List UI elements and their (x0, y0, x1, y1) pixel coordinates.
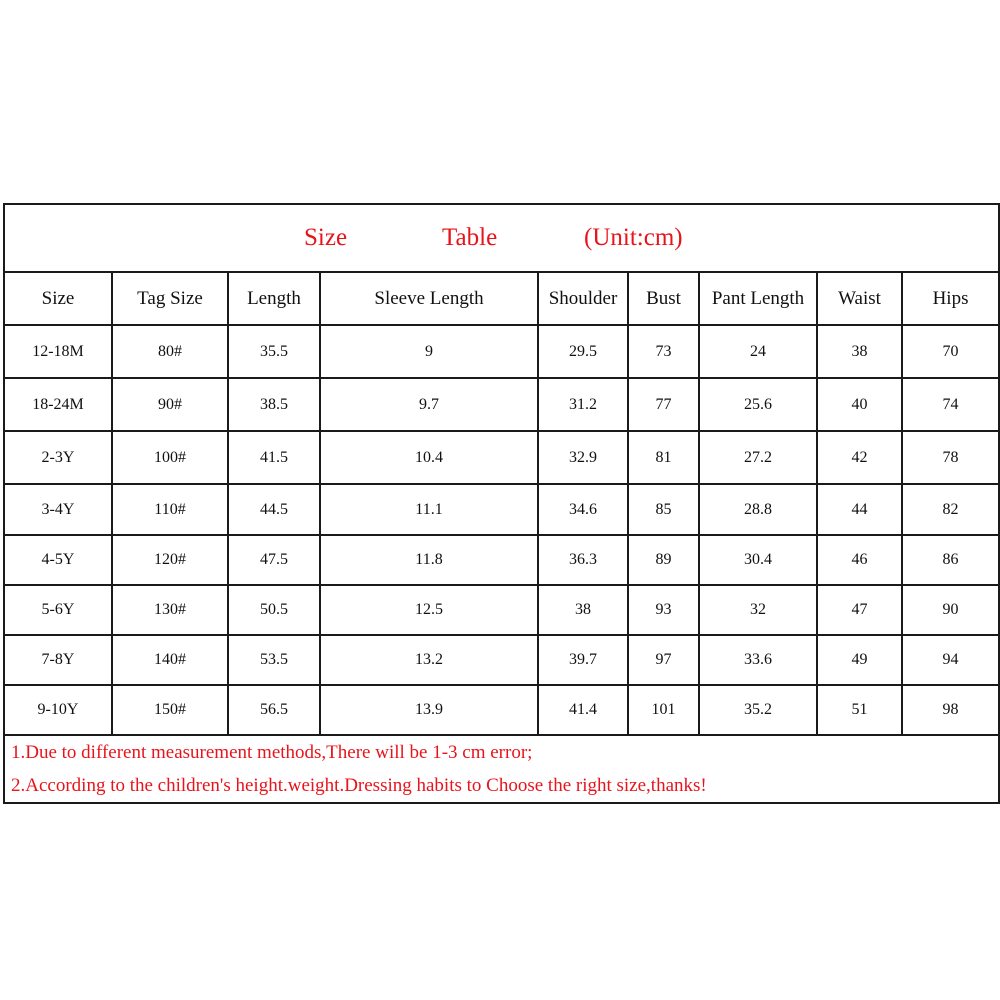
size-table (3, 203, 1000, 804)
table-cell: 24 (699, 325, 817, 378)
column-header-length: Length (228, 272, 320, 325)
table-cell: 86 (902, 535, 999, 585)
table-cell: 98 (902, 685, 999, 735)
table-cell: 39.7 (538, 635, 628, 685)
table-row (4, 484, 999, 535)
table-cell: 56.5 (228, 685, 320, 735)
table-cell: 34.6 (538, 484, 628, 535)
table-row (4, 535, 999, 585)
table-cell: 27.2 (699, 431, 817, 484)
table-cell: 97 (628, 635, 699, 685)
table-cell: 13.2 (320, 635, 538, 685)
table-row (4, 685, 999, 735)
column-header-hips: Hips (902, 272, 999, 325)
table-cell: 3-4Y (4, 484, 112, 535)
table-cell: 49 (817, 635, 902, 685)
table-cell: 12.5 (320, 585, 538, 635)
table-cell: 42 (817, 431, 902, 484)
table-cell: 47 (817, 585, 902, 635)
table-cell: 53.5 (228, 635, 320, 685)
column-header-shoulder: Shoulder (538, 272, 628, 325)
table-cell: 110# (112, 484, 228, 535)
table-cell: 40 (817, 378, 902, 431)
table-row (4, 635, 999, 685)
table-cell: 81 (628, 431, 699, 484)
table-cell: 85 (628, 484, 699, 535)
table-cell: 30.4 (699, 535, 817, 585)
table-cell: 32 (699, 585, 817, 635)
table-cell: 38.5 (228, 378, 320, 431)
table-cell: 13.9 (320, 685, 538, 735)
table-cell: 9-10Y (4, 685, 112, 735)
table-cell: 50.5 (228, 585, 320, 635)
table-cell: 150# (112, 685, 228, 735)
table-cell: 29.5 (538, 325, 628, 378)
column-header-bust: Bust (628, 272, 699, 325)
note-measurement-error: 1.Due to different measurement methods,There will be 1-3 cm error; (11, 742, 533, 763)
title-table: Table (442, 224, 498, 251)
table-row (4, 325, 999, 378)
table-cell: 18-24M (4, 378, 112, 431)
table-cell: 77 (628, 378, 699, 431)
table-row (4, 431, 999, 484)
table-row (4, 585, 999, 635)
table-row (4, 378, 999, 431)
title-unit: (Unit:cm) (584, 224, 683, 251)
table-cell: 73 (628, 325, 699, 378)
table-cell: 28.8 (699, 484, 817, 535)
table-cell: 33.6 (699, 635, 817, 685)
table-cell: 101 (628, 685, 699, 735)
table-cell: 70 (902, 325, 999, 378)
table-cell: 100# (112, 431, 228, 484)
table-cell: 9 (320, 325, 538, 378)
table-cell: 74 (902, 378, 999, 431)
table-cell: 32.9 (538, 431, 628, 484)
table-cell: 78 (902, 431, 999, 484)
table-cell: 35.2 (699, 685, 817, 735)
column-header-tag-size: Tag Size (112, 272, 228, 325)
table-cell: 46 (817, 535, 902, 585)
table-cell: 4-5Y (4, 535, 112, 585)
table-cell: 80# (112, 325, 228, 378)
notes-cell (4, 735, 999, 803)
table-cell: 90# (112, 378, 228, 431)
header-row (4, 272, 999, 325)
title-row (4, 204, 999, 272)
table-cell: 44 (817, 484, 902, 535)
table-cell: 36.3 (538, 535, 628, 585)
table-cell: 94 (902, 635, 999, 685)
table-cell: 93 (628, 585, 699, 635)
notes-row (4, 735, 999, 803)
title-cell (4, 204, 999, 272)
column-header-size: Size (4, 272, 112, 325)
table-cell: 82 (902, 484, 999, 535)
table-cell: 35.5 (228, 325, 320, 378)
table-cell: 11.8 (320, 535, 538, 585)
table-cell: 89 (628, 535, 699, 585)
table-cell: 120# (112, 535, 228, 585)
table-cell: 41.4 (538, 685, 628, 735)
table-cell: 41.5 (228, 431, 320, 484)
table-cell: 2-3Y (4, 431, 112, 484)
column-header-waist: Waist (817, 272, 902, 325)
table-cell: 47.5 (228, 535, 320, 585)
column-header-sleeve-length: Sleeve Length (320, 272, 538, 325)
table-cell: 7-8Y (4, 635, 112, 685)
table-cell: 38 (538, 585, 628, 635)
table-cell: 130# (112, 585, 228, 635)
table-cell: 12-18M (4, 325, 112, 378)
table-cell: 51 (817, 685, 902, 735)
title-size: Size (304, 224, 348, 251)
table-cell: 44.5 (228, 484, 320, 535)
table-cell: 25.6 (699, 378, 817, 431)
table-cell: 38 (817, 325, 902, 378)
table-cell: 140# (112, 635, 228, 685)
table-cell: 9.7 (320, 378, 538, 431)
column-header-pant-length: Pant Length (699, 272, 817, 325)
note-size-advice: 2.According to the children's height.weight.Dressing habits to Choose the right size,thanks! (11, 775, 707, 796)
table-cell: 11.1 (320, 484, 538, 535)
title-wrap (5, 205, 998, 271)
table-cell: 5-6Y (4, 585, 112, 635)
table-cell: 10.4 (320, 431, 538, 484)
table-cell: 31.2 (538, 378, 628, 431)
table-cell: 90 (902, 585, 999, 635)
